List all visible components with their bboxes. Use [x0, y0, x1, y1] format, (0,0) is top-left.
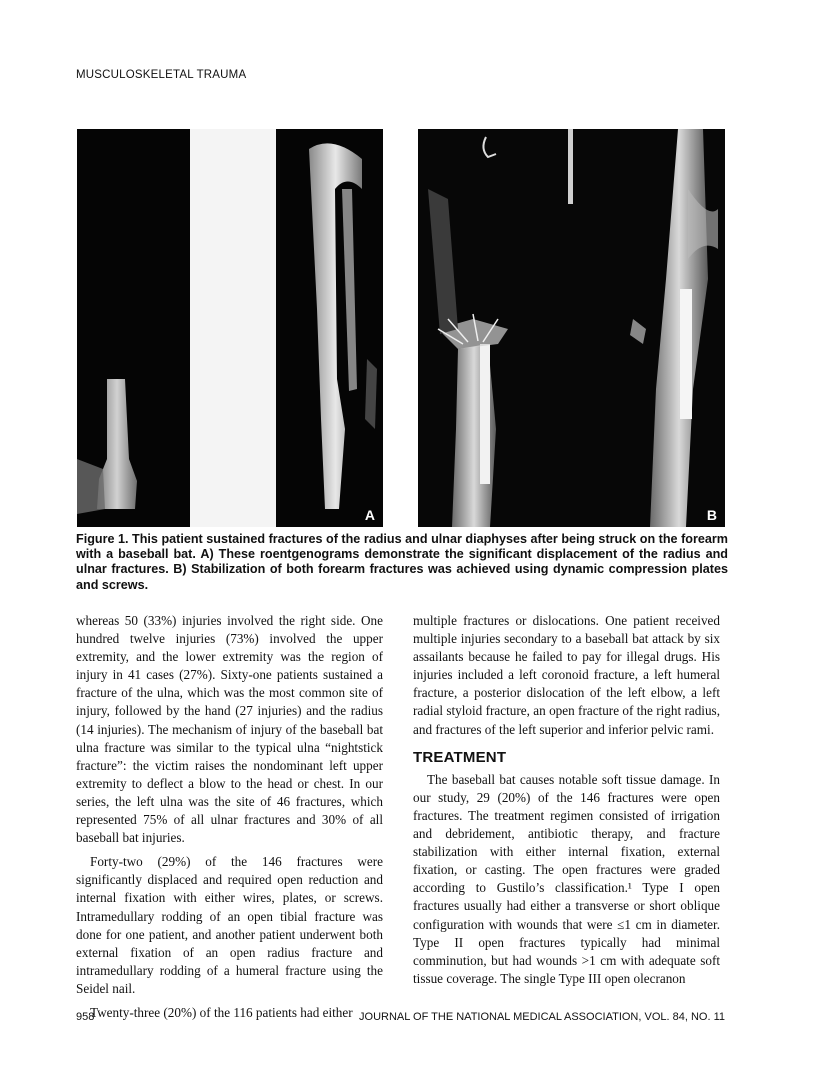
page-number: 958	[76, 1011, 95, 1023]
xray-image-b	[418, 129, 725, 527]
figure-panel-b	[418, 129, 725, 527]
panel-label-b: B	[706, 507, 717, 523]
journal-citation: JOURNAL OF THE NATIONAL MEDICAL ASSOCIATION, VOL. 84, NO. 11	[359, 1011, 725, 1023]
xray-image-a	[77, 129, 383, 527]
right-column	[413, 612, 720, 988]
paragraph: multiple fractures or dislocations. One patient received multiple injuries secondary to a baseball bat attack by six assailants because he failed to pay for illegal drugs. His injuries included a left coronoid fracture, a left humeral fracture, a posterior dislocation of the left elbow, a left radial styloid fracture, an open fracture of the right radius, and fractures of the left superior and inferior pelvic rami.	[413, 613, 720, 737]
paragraph: Forty-two (29%) of the 146 fractures were significantly displaced and required open reduction and internal fixation with either wires, plates, or screws. Intramedullary rodding of an open tibial fracture was done for one patient, and another patient underwent both external fixation of an open radius fracture and intramedullary rodding of a humeral fracture using the Seidel nail.	[76, 854, 383, 996]
paragraph: The baseball bat causes notable soft tissue damage. In our study, 29 (20%) of the 146 fractures were open fractures. The treatment regimen consisted of irrigation and debridement, antibiotic therapy, and fracture stabilization with either internal fixation, external fixation, or casting. The open fractures were graded according to Gustilo’s classification.¹ Type I open fractures usually had either a transverse or short oblique configuration with wounds that were ≤1 cm in diameter. Type II open fractures typically had minimal comminution, but had wounds >1 cm with adequate soft tissue coverage. The single Type III open olecranon	[413, 771, 720, 986]
paragraph: Twenty-three (20%) of the 116 patients had either	[90, 1004, 353, 1020]
figure-caption: Figure 1. This patient sustained fractures of the radius and ulnar diaphyses after being struck on the forearm with a baseball bat. A) These roentgenograms demonstrate the significant displacement of the radius and ulnar fractures. B) Stabilization of both forearm fractures was achieved using dynamic compression plates and screws.	[76, 532, 728, 592]
section-heading: TREATMENT	[413, 748, 507, 766]
panel-label-a: A	[364, 507, 375, 523]
figure-panel-a	[77, 129, 383, 527]
paragraph: whereas 50 (33%) injuries involved the right side. One hundred twelve injuries (73%) involved the upper extremity, and the lower extremity was the region of injury in 41 cases (27%). Sixty-one patients sustained a fracture of the ulna, which was the most common site of injury, followed by the hand (27 injuries) and the radius (14 injuries). The mechanism of injury of the baseball bat ulna fracture was similar to the typical ulna “nightstick fracture”: the victim raises the nondominant left upper extremity to deflect a blow to the head or chest. In our series, the left ulna was the site of 46 fractures, which represented 75% of all ulnar fractures and 30% of all baseball bat injuries.	[76, 613, 383, 846]
running-header: MUSCULOSKELETAL TRAUMA	[76, 69, 247, 81]
left-column	[76, 612, 383, 1022]
